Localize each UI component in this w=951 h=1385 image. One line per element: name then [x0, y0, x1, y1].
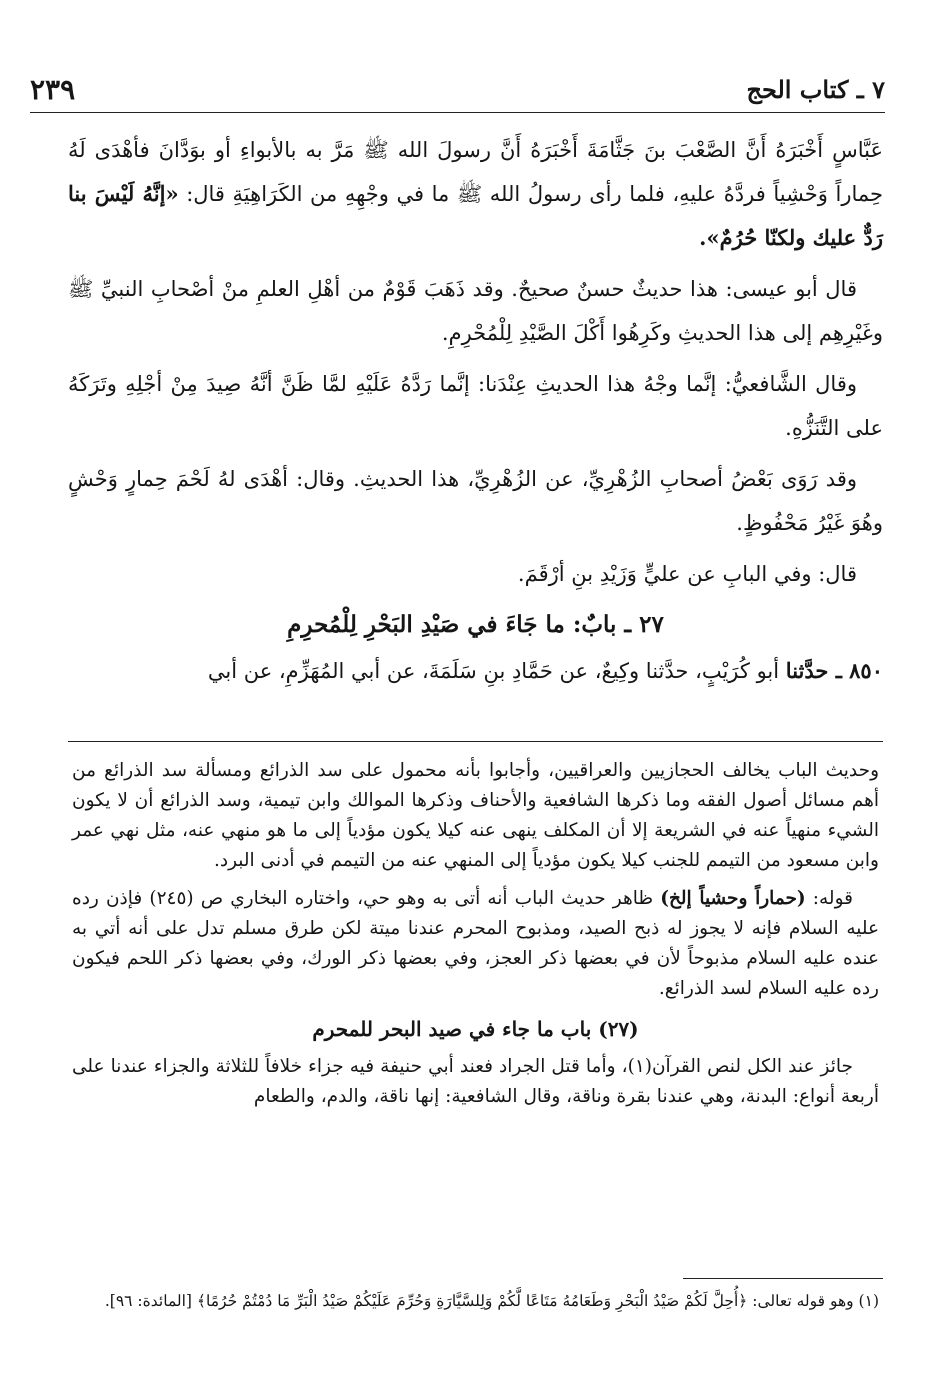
hadith-number: ٨٥٠ ـ حدَّثنا [785, 658, 883, 683]
note-text: ظاهر حديث الباب أنه أتى به وهو حي، واختاره البخاري ص (٢٤٥) فإذن رده عليه السلام فإنه لا يجوز له ذبح الصيد، ومذبوح المحرم عندنا ميتة لكن طرق مسلم تدل على أنه أتي به عنده عليه السلام مذبوحاً لأن في بعضها ذكر العجز، وفي بعضها ذكر الورك، وفي بعضها ذكر اللحم فيكون رده عليه السلام لسد الذرائع. [72, 888, 879, 999]
hadith-paragraph [68, 128, 883, 260]
notes-section [72, 756, 879, 1120]
commentary-paragraph: قال: وفي البابِ عن عليٍّ وَزَيْدِ بنِ أرْقَمَ. [517, 562, 857, 586]
hadith-quote: «إنَّهُ لَيْسَ بنا رَدٌّ عليك ولكنّا حُرُمٌ». [68, 181, 883, 250]
footnote-divider [683, 1278, 883, 1279]
hadith-text: عَبَّاسٍ أَخْبَرَهُ أَنَّ الصَّعْبَ بنَ جَثَّامَةَ أَخْبَرَهُ أَنَّ رسولَ الله ﷺ مَرَّ به بالأبواءِ أو بوَدَّانَ فأهْدَى لَهُ حِماراً وَحْشِياً فردَّهُ عليهِ، فلما رأى رسولُ الله ﷺ ما في وجْهِهِ من الكَرَاهِيَةِ قال: [68, 138, 884, 206]
commentary-paragraph: وقد رَوَى بَعْضُ أصحابِ الزُهْرِيِّ، عن الزُهْرِيِّ، هذا الحديثِ. وقال: أهْدَى لهُ لَحْمَ حِمارٍ وَحْشٍ وهُوَ غَيْرُ مَحْفُوظٍ. [68, 467, 883, 535]
main-text [68, 128, 883, 700]
note-paragraph: جائز عند الكل لنص القرآن(١)، وأما قتل الجراد فعند أبي حنيفة فيه جزاء خلافاً للثلاثة والجزاء عندنا على أربعة أنواع: البدنة، وهي عندنا بقرة وناقة، وقال الشافعية: إنها ناقة، والدم، والطعام [72, 1056, 879, 1107]
footnote: (١) وهو قوله تعالى: ﴿أُحِلَّ لَكُمْ صَيْدُ الْبَحْرِ وَطَعَامُهُ مَتَاعًا لَّكُمْ وَلِلسَّيَّارَةِ وَحُرِّمَ عَلَيْكُمْ صَيْدُ الْبَرِّ مَا دُمْتُمْ حُرُمًا﴾ [المائدة: ٩٦]. [104, 1292, 879, 1310]
chapter-title: ٧ ـ كتاب الحج [746, 74, 885, 104]
page-number: ٢٣٩ [30, 72, 76, 106]
note-lead: قوله: [812, 888, 853, 909]
page-header [30, 66, 885, 113]
note-quote: (حماراً وحشياً إلخ) [660, 888, 806, 909]
chapter-heading: ٢٧ ـ بابٌ: ما جَاءَ في صَيْدِ البَحْرِ لِلْمُحرِمِ [287, 611, 664, 638]
hadith-text: أبو كُرَيْبٍ، حدَّثنا وكِيعٌ، عن حَمَّادِ بنِ سَلَمَةَ، عن أبي المُهَزِّمِ، عن أبي [207, 659, 780, 683]
hadith-paragraph [68, 649, 883, 693]
commentary-paragraph: وقال الشَّافعيُّ: إنَّما وجْهُ هذا الحديثِ عِنْدَنا: إنَّما رَدَّهُ عَلَيْهِ لمَّا ظَنَّ أنَّهُ صِيدَ مِنْ أجْلِهِ وتَرَكَهُ على التَّنَزُّهِ. [68, 372, 883, 440]
note-paragraph: وحديث الباب يخالف الحجازيين والعراقيين، وأجابوا بأنه محمول على سد الذرائع ومسألة سد الذرائع من أهم مسائل أصول الفقه وما ذكرها الشافعية والأحناف وذكرها الموالك وابن تيمية، وسد الذرائع أن لا يكون الشيء منهياً عنه في الشريعة إلا أن المكلف ينهى عنه كيلا يكون مؤدياً إلى ما هو منهي عنه، مثل نهي عمر وابن مسعود من التيمم للجنب كيلا يكون مؤدياً إلى المنهي عنه من التيمم في أدنى البرد. [72, 760, 879, 871]
note-paragraph [72, 884, 879, 1004]
divider [68, 741, 883, 742]
commentary-paragraph: قال أبو عيسى: هذا حديثٌ حسنٌ صحيحٌ. وقد ذَهَبَ قَوْمٌ من أهْلِ العلمِ منْ أصْحابِ النبيِّ ﷺ وغَيْرِهِم إلى هذا الحديثِ وكَرِهُوا أَكْلَ الصَّيْدِ لِلْمُحْرِمِ. [68, 277, 883, 345]
note-heading: (٢٧) باب ما جاء في صيد البحر للمحرم [312, 1017, 639, 1041]
